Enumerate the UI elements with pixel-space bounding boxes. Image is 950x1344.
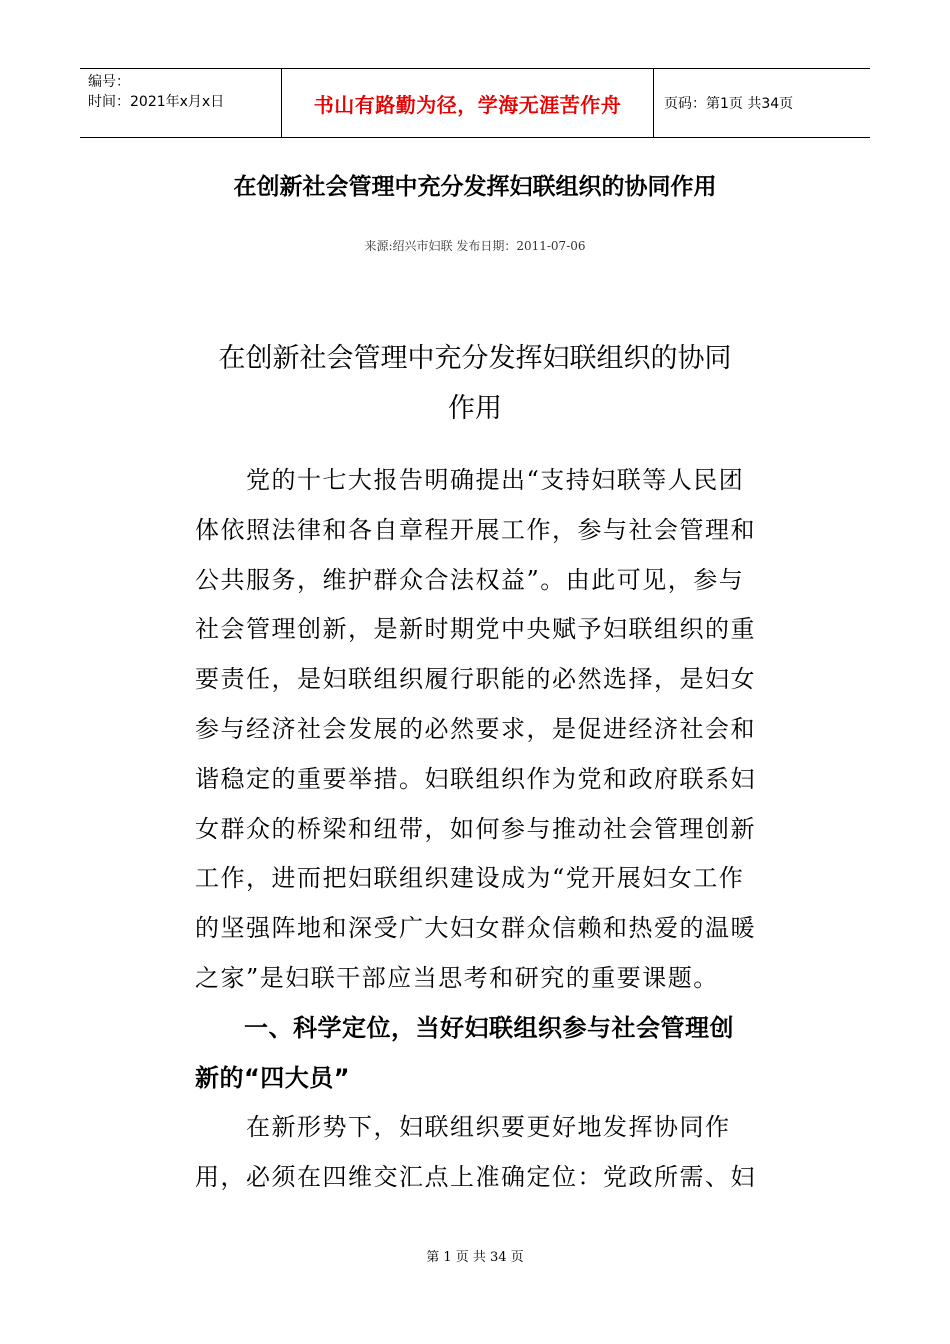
source-line: 来源:绍兴市妇联 发布日期：2011-07-06 xyxy=(364,239,586,253)
paragraph-line: 工作，进而把妇联组织建设成为“党开展妇女工作 xyxy=(195,864,745,893)
main-title-line: 作用 xyxy=(448,393,502,424)
page-footer: 第 1 页 共 34 页 xyxy=(426,1250,524,1265)
section-heading-line: 一、科学定位，当好妇联组织参与社会管理创 xyxy=(195,1013,734,1042)
paragraph-line: 在新形势下，妇联组织要更好地发挥协同作 xyxy=(195,1113,731,1142)
document-time-label: 时间：2021年x月x日 xyxy=(88,94,225,110)
paragraph-line: 党的十七大报告明确提出“支持妇联等人民团 xyxy=(195,466,745,494)
main-title-line: 在创新社会管理中充分发挥妇联组织的协同 xyxy=(218,343,732,374)
paragraph-line: 体依照法律和各自章程开展工作，参与社会管理和 xyxy=(195,515,756,544)
paragraph-line: 用，必须在四维交汇点上准确定位：党政所需、妇 xyxy=(195,1163,756,1192)
body-text xyxy=(195,456,765,1203)
paragraph-line: 之家”是妇联干部应当思考和研究的重要课题。 xyxy=(195,963,719,992)
header-page-info: 页码：第1页 共34页 xyxy=(664,96,794,112)
header-table xyxy=(80,68,870,138)
header-motto-cell xyxy=(281,69,654,137)
header-motto: 书山有路勤为径，学海无涯苦作舟 xyxy=(313,92,622,117)
paragraph-line: 的坚强阵地和深受广大妇女群众信赖和热爱的温暖 xyxy=(195,914,756,943)
paragraph-line: 要责任，是妇联组织履行职能的必然选择，是妇女 xyxy=(195,665,756,694)
paragraph-line: 谐稳定的重要举措。妇联组织作为党和政府联系妇 xyxy=(195,764,756,793)
document-number-label: 编号： xyxy=(88,74,130,90)
paragraph-line: 社会管理创新，是新时期党中央赋予妇联组织的重 xyxy=(195,615,756,644)
header-meta xyxy=(80,69,281,137)
paragraph-line: 女群众的桥梁和纽带，如何参与推动社会管理创新 xyxy=(195,814,756,843)
section-heading-line: 新的“四大员” xyxy=(195,1063,351,1092)
document-title: 在创新社会管理中充分发挥妇联组织的协同作用 xyxy=(233,174,717,200)
paragraph-line: 参与经济社会发展的必然要求，是促进经济社会和 xyxy=(195,714,756,743)
main-title xyxy=(195,334,755,434)
paragraph-line: 公共服务，维护群众合法权益”。由此可见，参与 xyxy=(195,565,745,594)
